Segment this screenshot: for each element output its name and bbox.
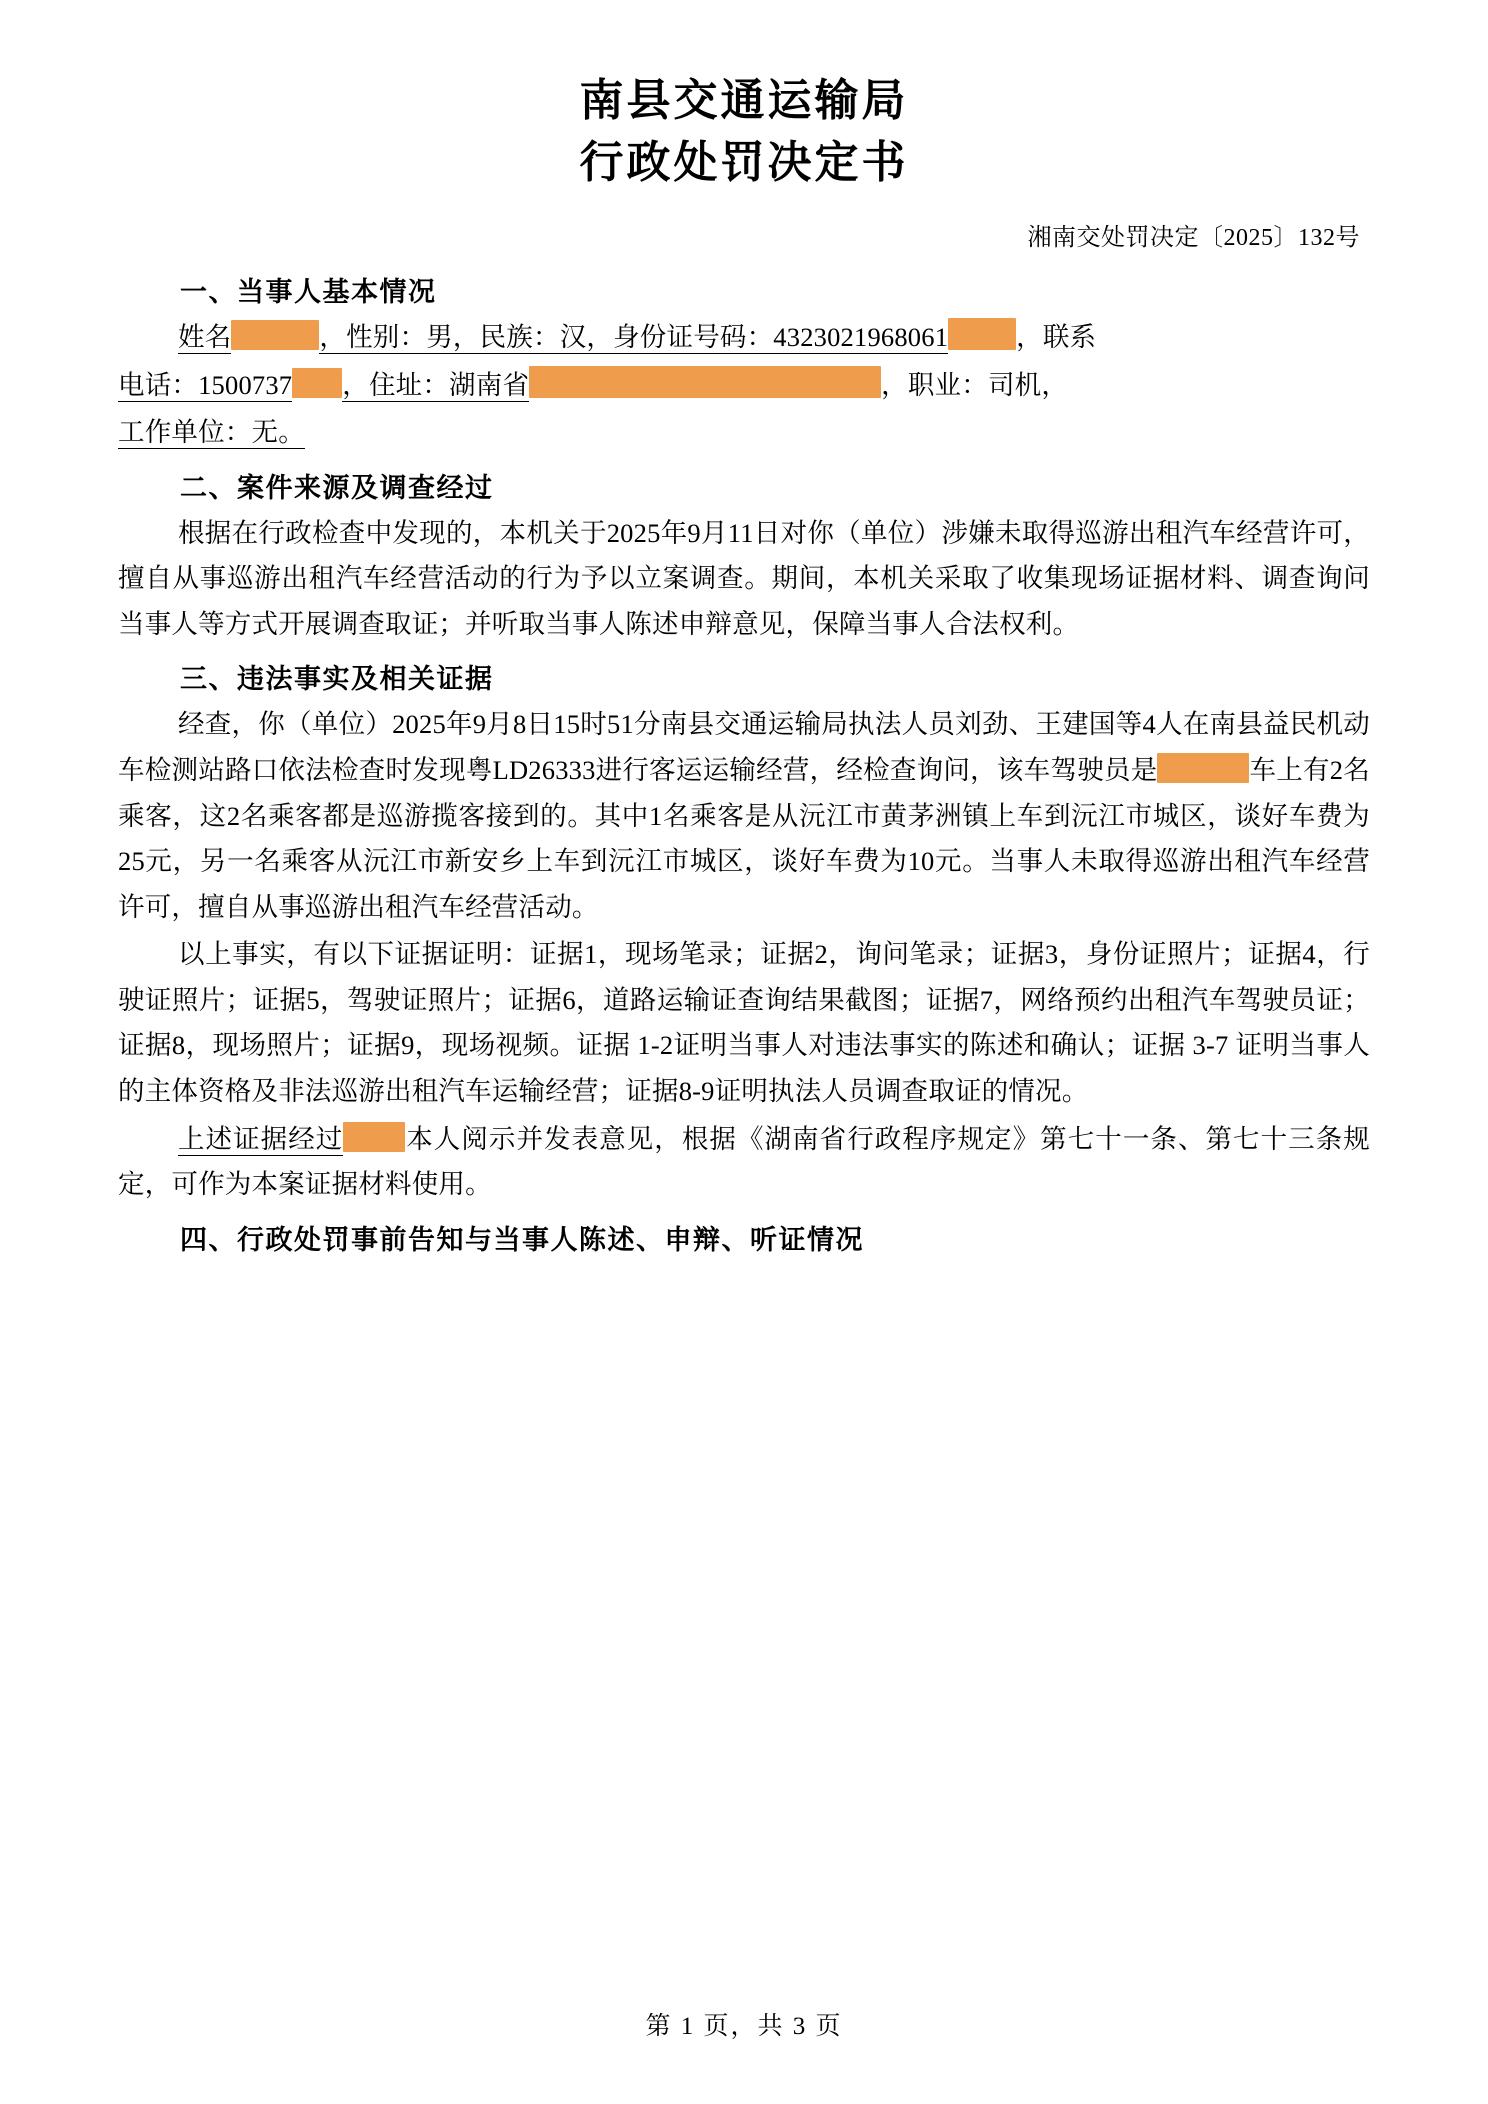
section-3-paragraph-1	[118, 702, 1370, 930]
party-occupation-text: ，职业：司机，	[881, 369, 1069, 400]
document-number: 湘南交处罚决定〔2025〕132号	[1027, 224, 1360, 251]
evidence-review-text-2: 本人阅示并发表意见，根据《湖南省行政程序规定》第七十一条、第七十三条规定，可作为本案证据材料使用。	[118, 1123, 1371, 1200]
party-workunit-text: 工作单位：无。	[118, 417, 305, 448]
section-heading-1: 一、当事人基本情况	[180, 276, 437, 307]
redacted-id-number	[948, 318, 1016, 350]
party-name-label: 姓名	[178, 321, 232, 352]
section-3-paragraph-2: 以上事实，有以下证据证明：证据1，现场笔录；证据2，询问笔录；证据3，身份证照片；证据4，行驶证照片；证据5，驾驶证照片；证据6，道路运输证查询结果截图；证据7，网络预约出租汽车驾驶员证；证据8，现场照片；证据9，现场视频。证据 1-2证明当事人对违法事实的陈述和确认；证据 3-7 证明当事人的主体资格及非法巡游出租汽车运输经营；证据8-9证明执法人员调查取证的情况。	[118, 939, 1370, 1107]
document-title-line2: 行政处罚决定书	[579, 138, 909, 188]
page-footer: 第 1 页，共 3 页	[645, 2013, 843, 2040]
section-heading-4: 四、行政处罚事前告知与当事人陈述、申辩、听证情况	[180, 1224, 864, 1255]
redacted-name	[231, 320, 319, 350]
party-info-line1	[118, 315, 1370, 361]
redacted-address	[529, 366, 881, 398]
section-heading-3: 三、违法事实及相关证据	[180, 664, 494, 695]
violation-facts-text-2: 车上有2名乘客，这2名乘客都是巡游揽客接到的。其中1名乘客是从沅江市黄茅洲镇上车到沅江市城区，谈好车费为25元，另一名乘客从沅江市新安乡上车到沅江市城区，谈好车费为10元。当事人未取得巡游出租汽车经营许可，擅自从事巡游出租汽车经营活动。	[118, 754, 1370, 922]
party-phone-text: 电话：1500737	[118, 369, 293, 400]
party-address-text: ，住址：湖南省	[342, 369, 530, 400]
violation-facts-text-1: 经查，你（单位）2025年9月8日15时51分南县交通运输局执法人员刘劲、王建国等4人在南县益民机动车检测站路口依法检查时发现粤LD26333进行客运运输经营，经检查询问，该车驾驶员是	[118, 709, 1370, 785]
redacted-reviewer-name	[343, 1122, 405, 1152]
party-info-line2	[118, 363, 1370, 409]
document-title-line1: 南县交通运输局	[579, 76, 909, 125]
section-2-paragraph: 根据在行政检查中发现的，本机关于2025年9月11日对你（单位）涉嫌未取得巡游出租汽车经营许可，擅自从事巡游出租汽车经营活动的行为予以立案调查。期间，本机关采取了收集现场证据材料、调查询问当事人等方式开展调查取证；并听取当事人陈述申辩意见，保障当事人合法权利。	[118, 517, 1370, 639]
party-info-text-1: ，性别：男，民族：汉，身份证号码：4323021968061	[319, 321, 949, 352]
evidence-review-text-1: 上述证据经过	[178, 1123, 344, 1154]
section-3-paragraph-3	[118, 1117, 1370, 1208]
redacted-driver-name	[1157, 753, 1249, 783]
section-heading-2: 二、案件来源及调查经过	[180, 472, 494, 503]
redacted-phone	[292, 368, 342, 398]
party-info-text-2: ，联系	[1016, 321, 1097, 352]
party-info-line3	[118, 410, 1370, 456]
